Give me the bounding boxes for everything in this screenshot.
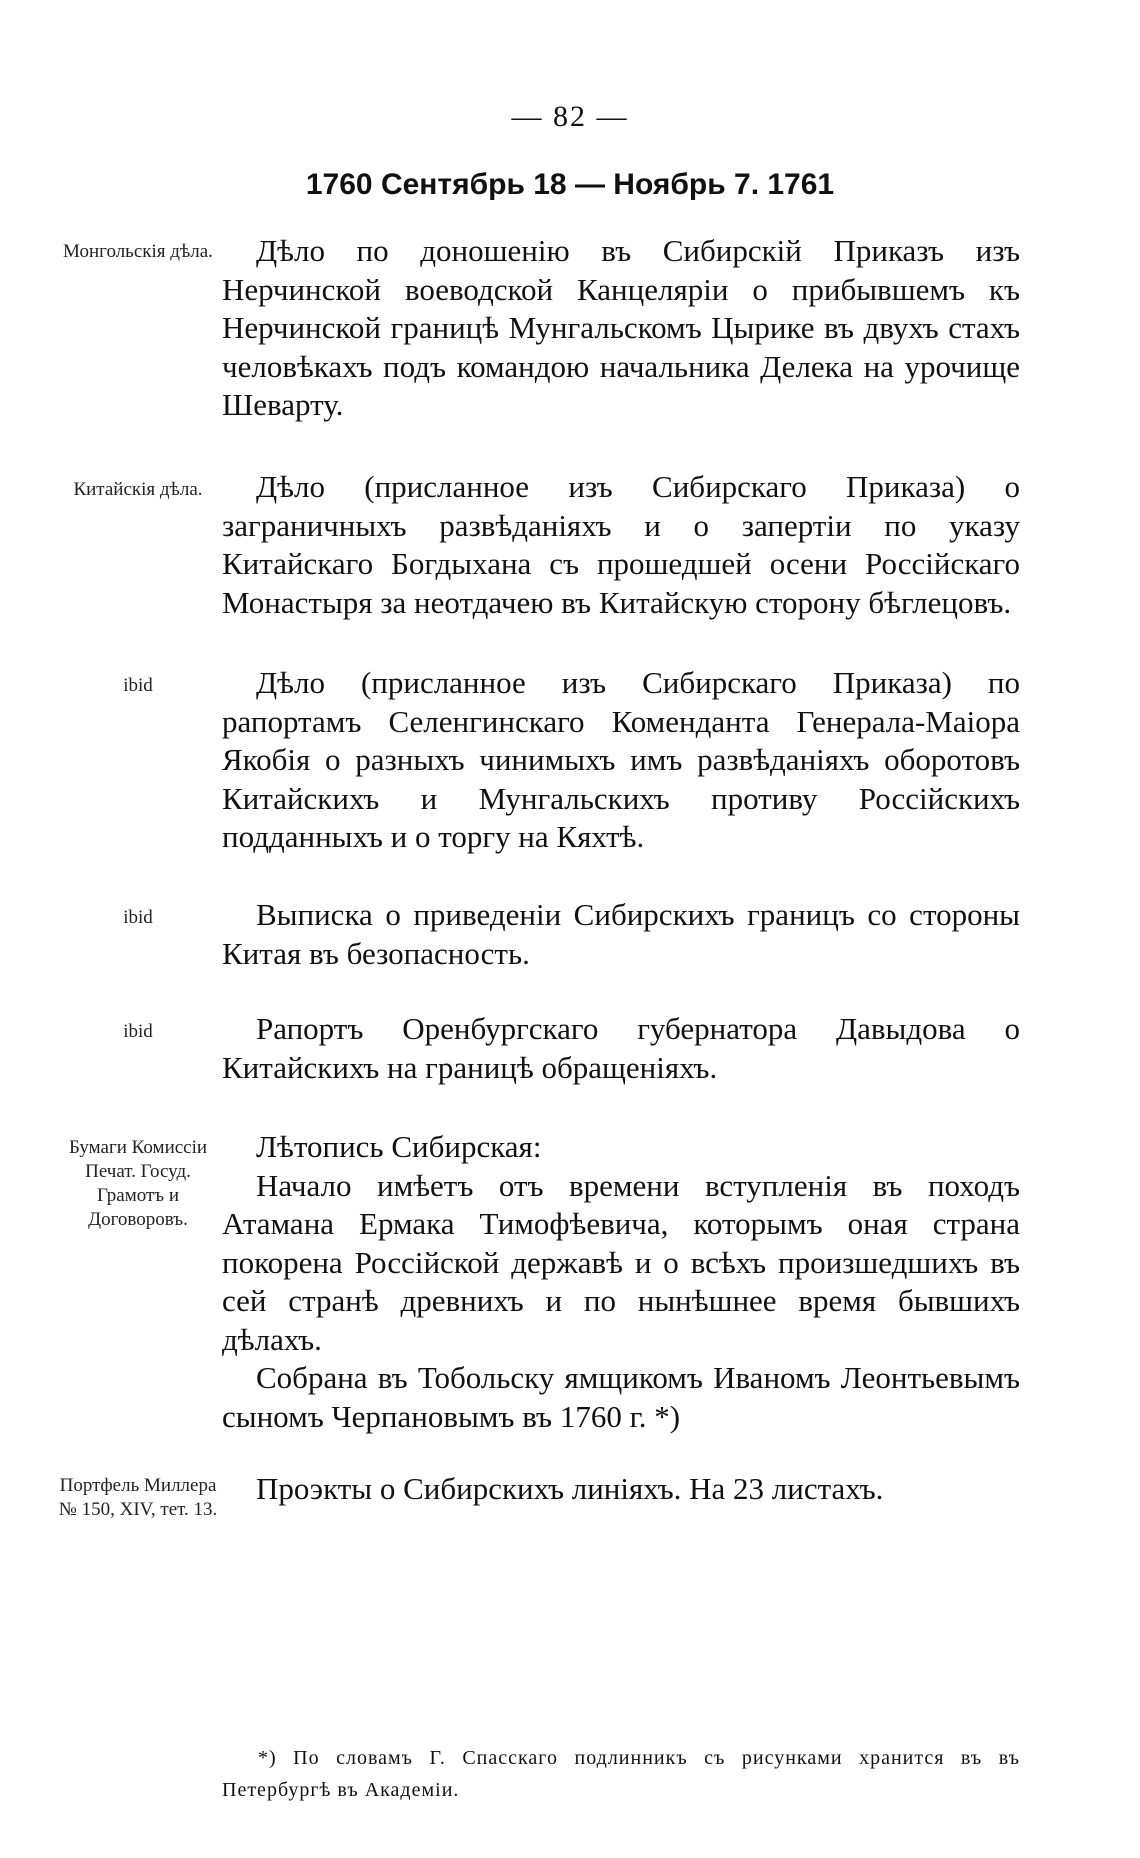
- margin-note: ibid: [123, 675, 153, 696]
- margin-note: Китайскія дѣла.: [73, 479, 203, 500]
- entry-text: [222, 1128, 1020, 1436]
- entry-paragraph: Дѣло (присланное изъ Сибирскаго Приказа) по рапортамъ Селенгинскаго Коменданта Генерала-Маіора Якобія о разныхъ чинимыхъ имъ развѣданіяхъ оборотовъ Китайскихъ и Мунгальскихъ противу Россійскихъ подданныхъ и о торгу на Кяхтѣ.: [222, 665, 1020, 854]
- margin-note: ibid: [123, 907, 153, 928]
- entry-text: [222, 232, 1020, 425]
- entry-paragraph: Дѣло по доношенію въ Сибирскій Приказъ изъ Нерчинской воеводской Канцеляріи о прибывшемъ къ Нерчинской границѣ Мунгальскомъ Цырике въ двухъ стахъ человѣкахъ подъ командою начальника Делека на урочище Шеварту.: [222, 233, 1020, 422]
- page-number: — 82 —: [511, 100, 629, 133]
- entry-text: [222, 468, 1020, 622]
- entry-text: [222, 664, 1020, 857]
- entry-paragraph: Проэкты о Сибирскихъ линіяхъ. На 23 листахъ.: [256, 1471, 884, 1506]
- entry-paragraph: Рапортъ Оренбургскаго губернатора Давыдова о Китайскихъ на границѣ обращеніяхъ.: [222, 1011, 1020, 1085]
- chronicle-collected: Собрана въ Тобольску ямщикомъ Иваномъ Леонтьевымъ сыномъ Черпановымъ въ 1760 г. *): [222, 1360, 1020, 1434]
- margin-note: ibid: [123, 1021, 153, 1042]
- margin-note: Монгольскія дѣла.: [63, 241, 213, 262]
- chronicle-text: Начало имѣетъ отъ времени вступленія въ походъ Атамана Ермака Тимофѣевича, которымъ оная страна покорена Россійской державѣ и о всѣхъ произшедшихъ въ сей странѣ древнихъ и по нынѣшнее время бывшихъ дѣлахъ.: [222, 1167, 1020, 1357]
- chronicle-title: Лѣтопись Сибирская:: [256, 1129, 542, 1164]
- footnote-text: *) По словамъ Г. Спасскаго подлинникъ съ рисунками хранится въ въ Петербургѣ въ Академіи.: [222, 1747, 1020, 1801]
- footnote: [222, 1742, 1020, 1806]
- entry-paragraph: Выписка о приведеніи Сибирскихъ границъ со стороны Китая въ безопасность.: [222, 897, 1020, 971]
- entry-text: [222, 896, 1020, 973]
- page-heading: 1760 Сентябрь 18 — Ноябрь 7. 1761: [305, 168, 835, 201]
- margin-note: Бумаги Комиссіи Печат. Госуд. Грамотъ и Договоровъ.: [68, 1137, 208, 1230]
- entry-text: [222, 1010, 1020, 1087]
- margin-note: Портфель Миллера № 150, XIV, тет. 13.: [58, 1475, 218, 1520]
- entry-text: [222, 1470, 1020, 1509]
- entry-paragraph: Дѣло (присланное изъ Сибирскаго Приказа) о заграничныхъ развѣданіяхъ и о запертіи по указу Китайскаго Богдыхана съ прошедшей осени Россійскаго Монастыря за неотдачею въ Китайскую сторону бѣглецовъ.: [222, 469, 1020, 620]
